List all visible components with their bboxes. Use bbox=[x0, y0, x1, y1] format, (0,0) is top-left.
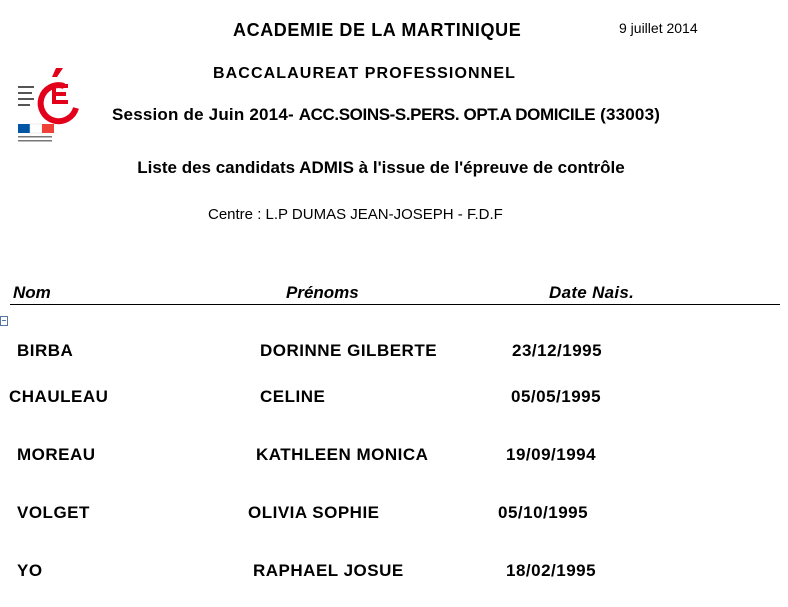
table-row-prenoms: OLIVIA SOPHIE bbox=[248, 503, 380, 522]
centre-label: Centre : L.P DUMAS JEAN-JOSEPH - F.D.F bbox=[208, 206, 503, 223]
table-row-date: 05/10/1995 bbox=[498, 503, 589, 522]
specialite-code: (33003) bbox=[600, 105, 661, 124]
column-header-nom: Nom bbox=[13, 283, 51, 302]
table-row-nom: MOREAU bbox=[17, 445, 96, 464]
academie-title: ACADEMIE DE LA MARTINIQUE bbox=[233, 20, 522, 40]
specialite: ACC.SOINS-S.PERS. OPT.A DOMICILE bbox=[298, 105, 596, 124]
table-row-nom: YO bbox=[17, 561, 43, 580]
table-row-date: 23/12/1995 bbox=[512, 341, 603, 360]
table-row-date: 18/02/1995 bbox=[506, 561, 597, 580]
table-anchor-icon[interactable] bbox=[0, 316, 8, 326]
session-prefix: Session de Juin 2014- bbox=[112, 105, 294, 124]
ministere-logo-icon bbox=[16, 66, 86, 146]
table-row-prenoms: KATHLEEN MONICA bbox=[256, 445, 429, 464]
table-row-prenoms: RAPHAEL JOSUE bbox=[253, 561, 404, 580]
header-divider bbox=[10, 304, 780, 305]
table-row-prenoms: DORINNE GILBERTE bbox=[260, 341, 438, 360]
table-row-prenoms: CELINE bbox=[260, 387, 326, 406]
document-date: 9 juillet 2014 bbox=[619, 20, 698, 36]
table-row-nom: BIRBA bbox=[17, 341, 74, 360]
session-line bbox=[112, 105, 660, 125]
exam-title: BACCALAUREAT PROFESSIONNEL bbox=[213, 65, 516, 82]
column-header-date: Date Nais. bbox=[549, 283, 635, 302]
table-row-nom: CHAULEAU bbox=[9, 387, 109, 406]
column-header-prenoms: Prénoms bbox=[286, 283, 359, 302]
table-row-date: 05/05/1995 bbox=[511, 387, 602, 406]
table-row-date: 19/09/1994 bbox=[506, 445, 597, 464]
list-title: Liste des candidats ADMIS à l'issue de l'épreuve de contrôle bbox=[137, 158, 625, 177]
table-row-nom: VOLGET bbox=[17, 503, 90, 522]
